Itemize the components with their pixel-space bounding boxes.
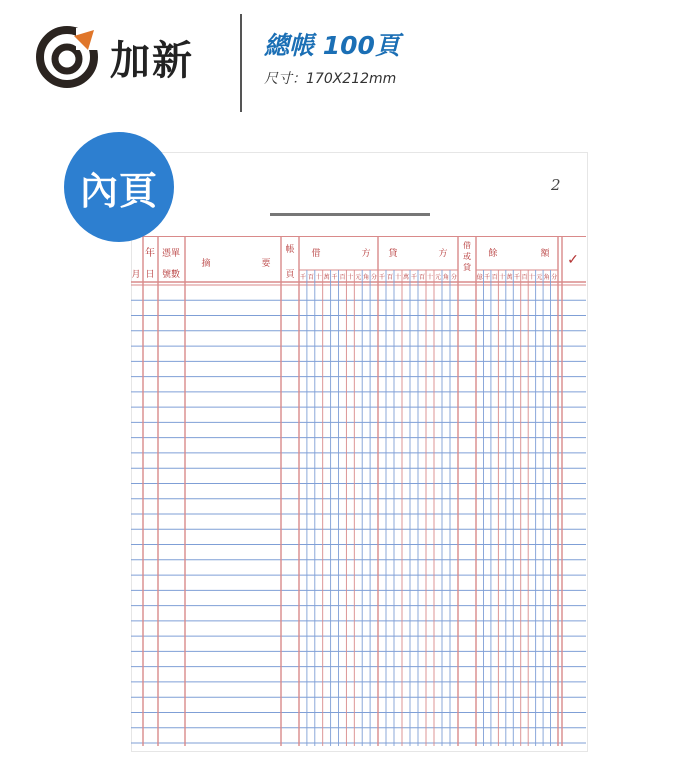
debit-unit-label: 十 (315, 274, 322, 281)
credit-unit-label: 千 (410, 274, 418, 281)
balance-unit-label: 元 (536, 274, 543, 281)
page-number: 2 (551, 176, 561, 194)
ledger-grid (131, 236, 586, 746)
debit-unit-label: 萬 (323, 274, 330, 281)
header-summary-left: 摘 (201, 259, 211, 269)
product-title: 總帳 100頁 (264, 31, 400, 60)
header-debit-right: 方 (361, 249, 371, 259)
product-size: 尺寸：170X212mm (264, 71, 397, 87)
balance-unit-label: 千 (513, 274, 521, 281)
balance-unit-label: 十 (528, 274, 535, 281)
balance-unit-label: 百 (491, 274, 498, 281)
header-debit-or-credit: 或 (463, 252, 471, 261)
inner-page-badge: 內頁 (64, 132, 174, 242)
header-balance-left: 餘 (488, 249, 498, 259)
header-balance-right: 額 (540, 249, 550, 259)
balance-unit-label: 千 (484, 274, 491, 281)
debit-unit-label: 千 (299, 274, 306, 281)
credit-unit-label: 百 (418, 274, 426, 281)
header-ref-bottom: 頁 (285, 270, 295, 280)
header-month: 月 (131, 270, 141, 280)
balance-unit-label: 億 (476, 274, 483, 281)
credit-unit-label: 元 (434, 274, 442, 281)
header-voucher-top: 憑單 (161, 249, 181, 259)
credit-unit-label: 十 (394, 274, 402, 281)
debit-unit-label: 元 (355, 274, 362, 281)
header-voucher-bottom: 號數 (161, 270, 181, 280)
credit-unit-label: 百 (386, 274, 394, 281)
credit-unit-label: 十 (426, 274, 434, 281)
balance-unit-label: 百 (521, 274, 528, 281)
header-ref-top: 帳 (285, 245, 295, 255)
credit-unit-label: 萬 (402, 274, 410, 281)
credit-unit-label: 角 (442, 274, 450, 281)
debit-unit-label: 千 (331, 274, 338, 281)
header-summary-right: 要 (261, 259, 271, 269)
header-debit-left: 借 (311, 249, 321, 259)
balance-unit-label: 十 (499, 274, 506, 281)
header-divider (240, 14, 242, 112)
credit-unit-label: 分 (450, 274, 458, 281)
balance-unit-label: 角 (543, 274, 550, 281)
header-day: 日 (145, 270, 155, 280)
debit-unit-label: 十 (347, 274, 354, 281)
header-credit-left: 貸 (388, 249, 398, 259)
brand-logo (36, 24, 194, 90)
g-arrow-logo-icon (36, 26, 98, 88)
header-credit-right: 方 (438, 249, 448, 259)
header-debit-or-credit: 借 (463, 241, 471, 250)
header-check-mark: ✓ (567, 252, 579, 268)
brand-name: 加新 (110, 37, 194, 84)
header-debit-or-credit: 貸 (463, 263, 471, 272)
debit-unit-label: 分 (371, 274, 378, 281)
debit-unit-label: 百 (339, 274, 346, 281)
balance-unit-label: 分 (551, 274, 558, 281)
credit-unit-label: 千 (378, 274, 386, 281)
balance-unit-label: 萬 (506, 274, 513, 281)
debit-unit-label: 百 (307, 274, 314, 281)
debit-unit-label: 角 (363, 274, 370, 281)
header-year: 年 (145, 248, 155, 259)
account-name-line (270, 213, 430, 216)
